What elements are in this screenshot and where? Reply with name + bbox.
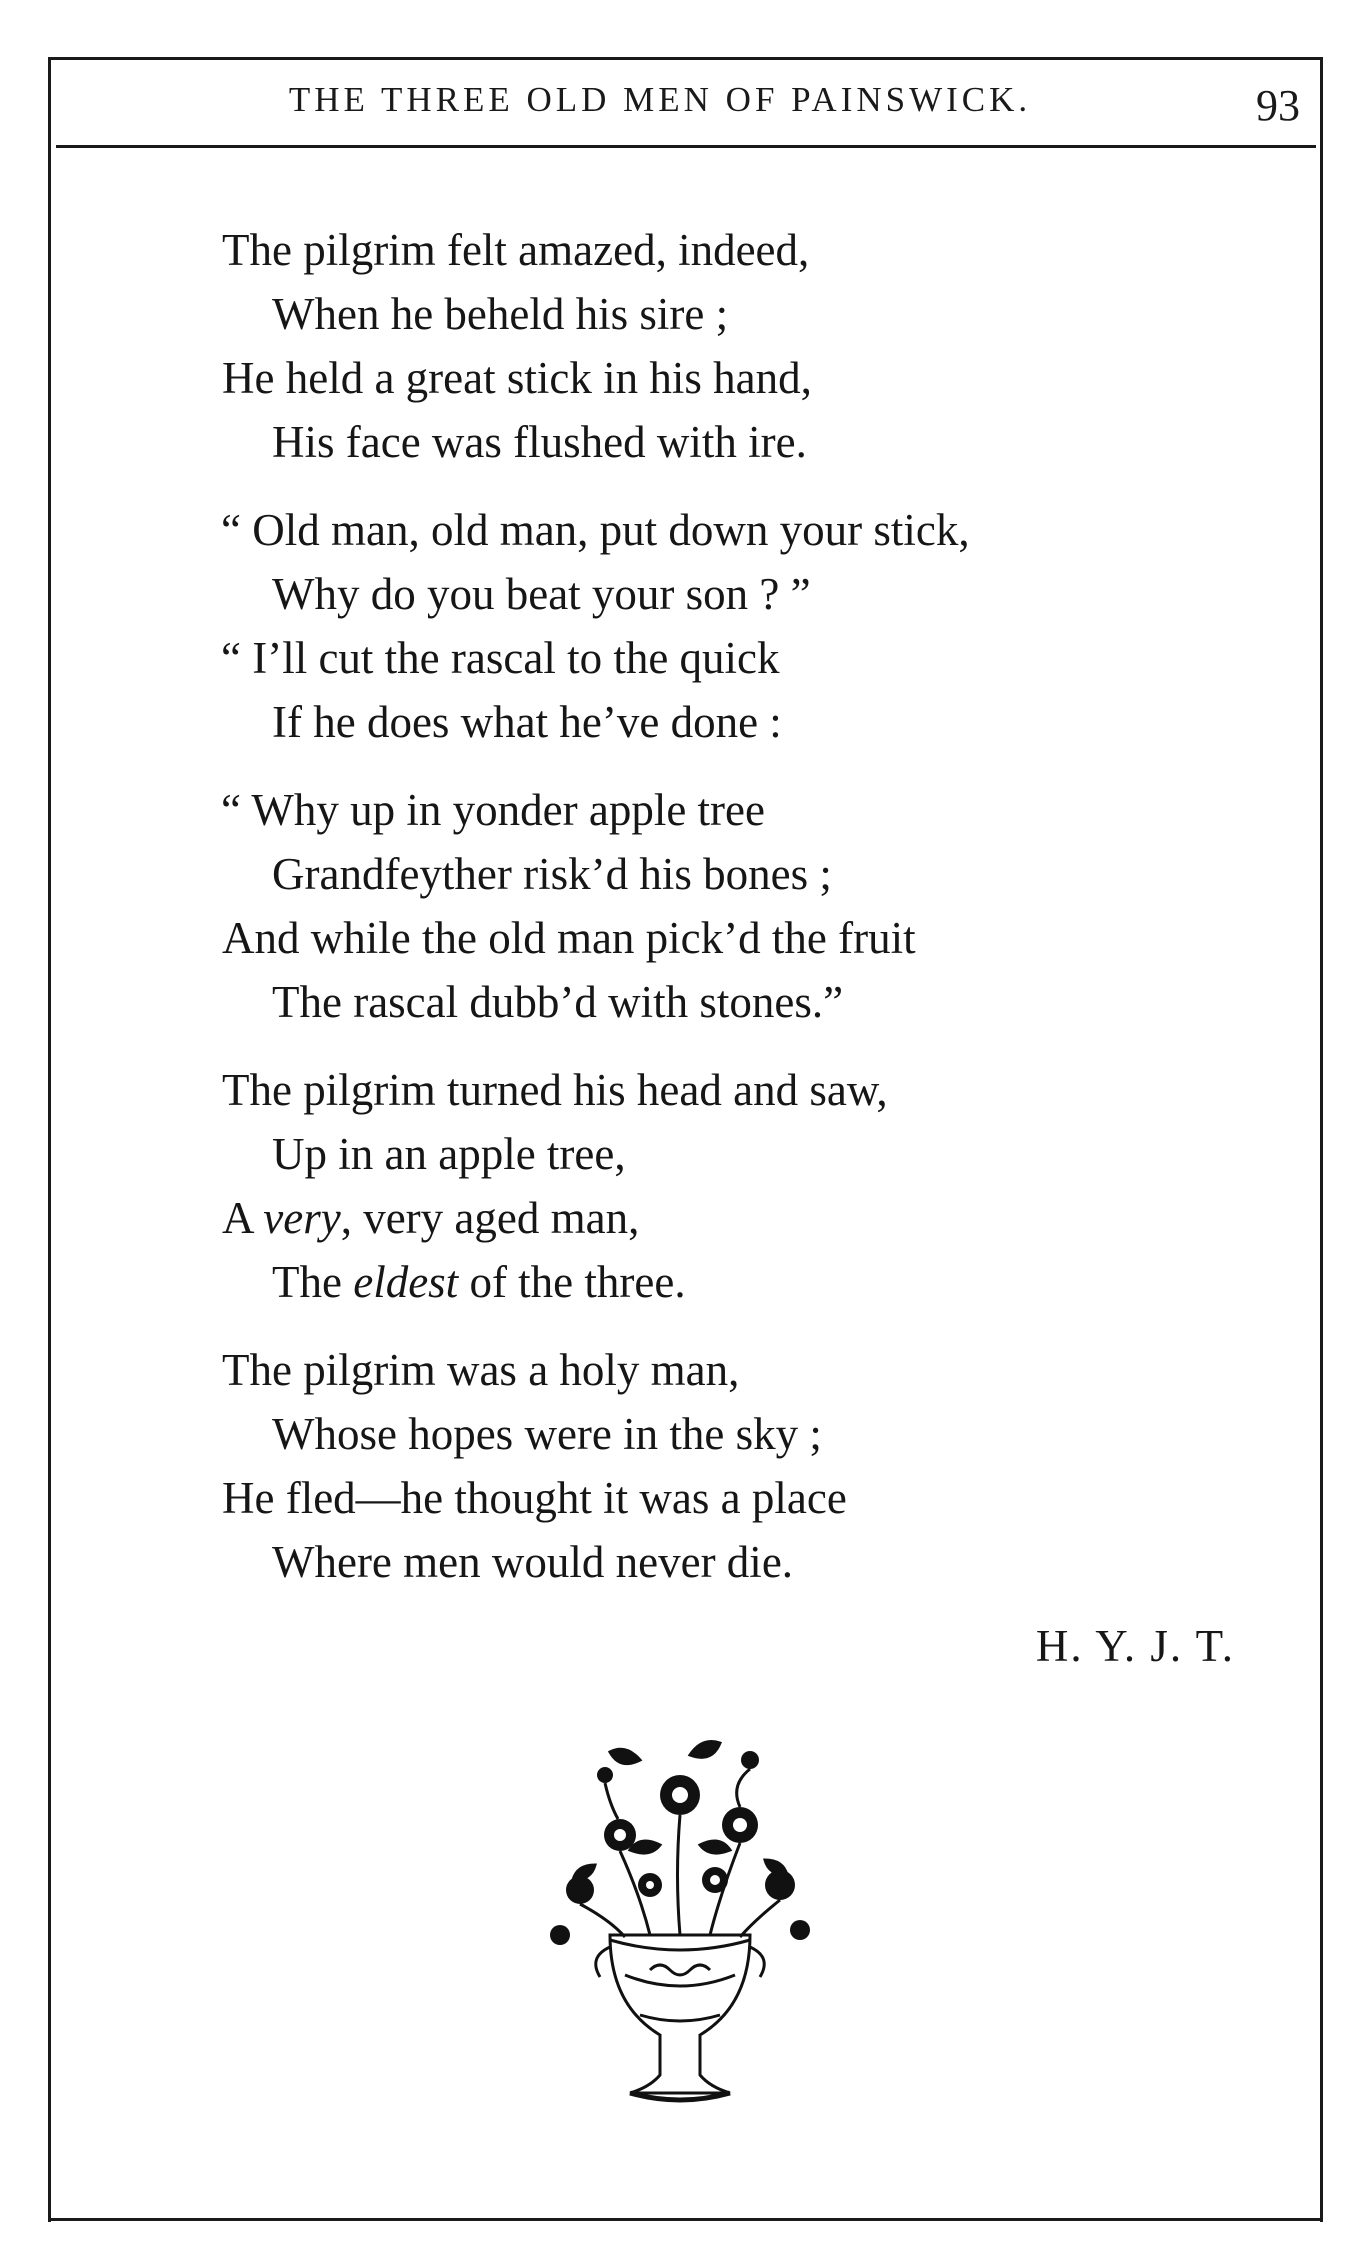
poem-line: Where men would never die. [272,1537,794,1587]
poem-line: “ Old man, old man, put down your stick, [221,505,970,555]
line-rest: very aged man, [363,1193,640,1243]
stanza-1 [222,218,1242,474]
stanza-3 [222,778,1242,1034]
poem-line: His face was flushed with ire. [272,417,807,467]
running-title: THE THREE OLD MEN OF PAINSWICK. [288,80,1032,119]
poem-line: The rascal dubb’d with stones.” [272,977,844,1027]
poem-line: Why do you beat your son ? ” [272,569,811,619]
stanza-5 [222,1338,1242,1594]
italic-word: very [263,1193,341,1243]
poem-line: He held a great stick in his hand, [222,353,812,403]
poem-line: “ I’ll cut the rascal to the quick [221,633,780,683]
poem-line: The pilgrim was a holy man, [222,1345,740,1395]
author-signature: H. Y. J. T. [1035,1621,1235,1671]
line-prefix: The [272,1257,354,1307]
poem-line-mixed [222,1186,1242,1250]
poem-line: He fled—he thought it was a place [222,1473,847,1523]
poem-line: The pilgrim turned his head and saw, [222,1065,888,1115]
page-number: 93 [1256,81,1300,130]
poem-line-mixed [222,1250,1242,1314]
poem-line: The pilgrim felt amazed, indeed, [222,225,810,275]
poem-line: Whose hopes were in the sky ; [272,1409,822,1459]
line-separator: , [340,1193,364,1243]
frame-left-rule [48,57,51,2222]
frame-right-rule [1320,57,1323,2222]
stanza-4 [222,1058,1242,1314]
line-rest: of the three. [469,1257,686,1307]
italic-word: eldest [353,1257,459,1307]
flower-vase-icon [500,1715,860,2135]
poem-line: And while the old man pick’d the fruit [222,913,916,963]
frame-top-rule [48,57,1323,60]
poem-line: Up in an apple tree, [272,1129,626,1179]
poem-line: “ Why up in yonder apple tree [221,785,765,835]
poem-line: Grandfeyther risk’d his bones ; [272,849,832,899]
poem [222,218,1242,1618]
header-rule [56,145,1316,148]
frame-bottom-rule [48,2218,1323,2221]
poem-line: If he does what he’ve done : [272,697,782,747]
line-prefix: A [222,1193,264,1243]
stanza-2 [222,498,1242,754]
poem-line: When he beheld his sire ; [272,289,729,339]
